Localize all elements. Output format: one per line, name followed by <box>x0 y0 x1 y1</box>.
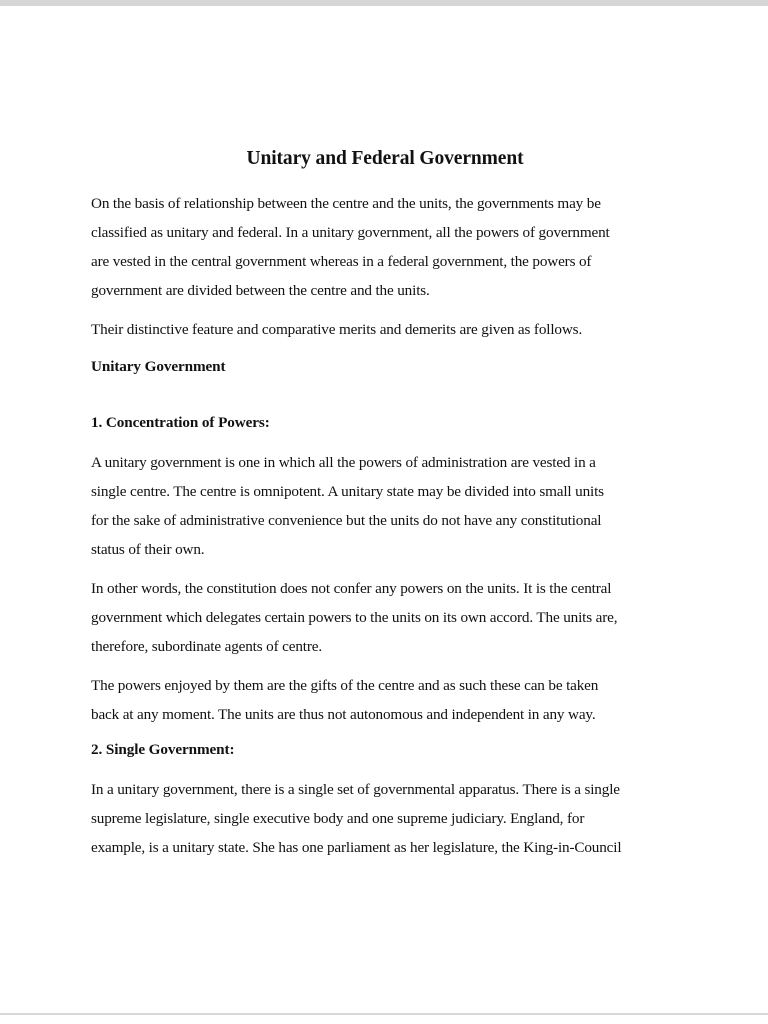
bottom-border <box>0 1013 768 1015</box>
text-line: In a unitary government, there is a single set of governmental apparatus. There is a single <box>91 781 620 798</box>
text-line: The powers enjoyed by them are the gifts of the centre and as such these can be taken <box>91 677 599 694</box>
text-line: On the basis of relationship between the centre and the units, the governments may be <box>91 195 601 212</box>
text-line: single centre. The centre is omnipotent. A unitary state may be divided into small units <box>91 483 604 500</box>
text-line: A unitary government is one in which all the powers of administration are vested in a <box>91 454 596 471</box>
text-line: back at any moment. The units are thus not autonomous and independent in any way. <box>91 706 596 723</box>
document-title: Unitary and Federal Government <box>246 148 524 169</box>
intro-followup-paragraph: Their distinctive feature and comparative merits and demerits are given as follows. <box>91 321 583 338</box>
point1-paragraph-2 <box>91 574 679 661</box>
point1-paragraph-1 <box>91 448 679 564</box>
point-heading-concentration-of-powers: 1. Concentration of Powers: <box>91 414 270 431</box>
point1-paragraph-3 <box>91 671 679 729</box>
text-line: therefore, subordinate agents of centre. <box>91 638 322 655</box>
text-line: government which delegates certain powers to the units on its own accord. The units are, <box>91 609 618 626</box>
text-line: In other words, the constitution does not confer any powers on the units. It is the central <box>91 580 612 597</box>
intro-paragraph <box>91 189 679 305</box>
point2-paragraph-1 <box>91 775 679 862</box>
text-line: for the sake of administrative convenience but the units do not have any constitutional <box>91 512 602 529</box>
text-line: status of their own. <box>91 541 205 558</box>
document-page <box>91 145 679 872</box>
text-line: government are divided between the centre and the units. <box>91 282 430 299</box>
point-heading-single-government: 2. Single Government: <box>91 741 235 758</box>
top-border <box>0 0 768 6</box>
text-line: are vested in the central government whereas in a federal government, the powers of <box>91 253 592 270</box>
text-line: classified as unitary and federal. In a unitary government, all the powers of government <box>91 224 610 241</box>
section-heading-unitary-government: Unitary Government <box>91 358 226 375</box>
text-line: example, is a unitary state. She has one parliament as her legislature, the King-in-Council <box>91 839 622 856</box>
text-line: supreme legislature, single executive body and one supreme judiciary. England, for <box>91 810 585 827</box>
